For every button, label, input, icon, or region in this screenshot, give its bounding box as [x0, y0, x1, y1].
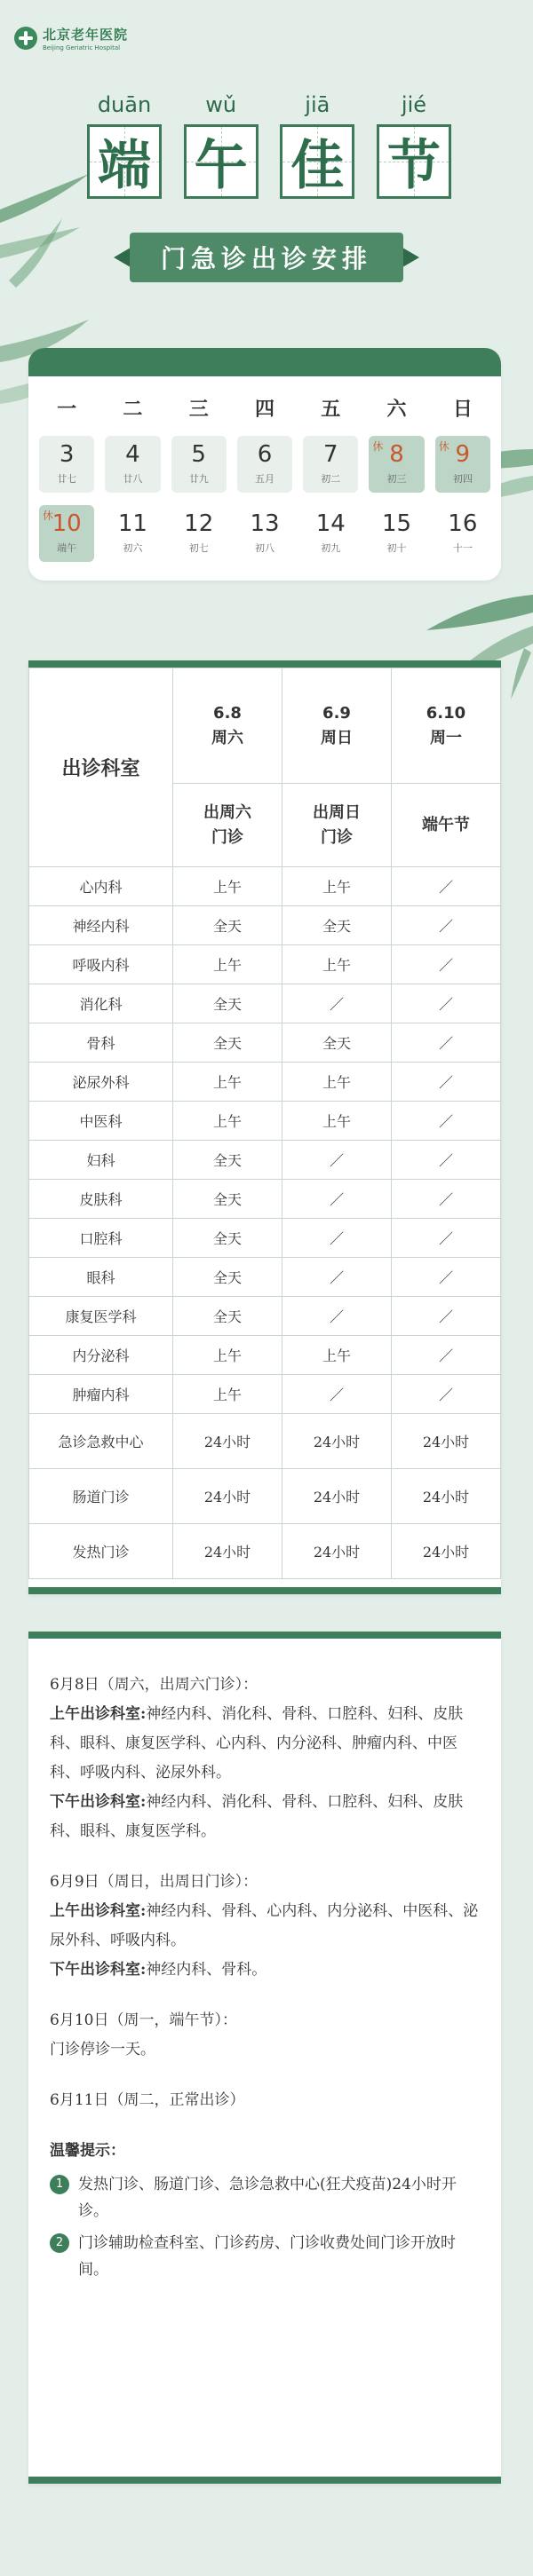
dept-name-cell: 口腔科: [29, 1219, 173, 1258]
schedule-cell: 上午: [173, 1375, 282, 1414]
calendar-day: 13 初八: [250, 510, 280, 554]
calendar-week-2: [28, 505, 501, 562]
jun9-am: 上午出诊科室:神经内科、骨科、心内科、内分泌科、中医科、泌尿外科、呼吸内科。: [50, 1902, 479, 1949]
jun8-am: 上午出诊科室:神经内科、消化科、骨科、口腔科、妇科、皮肤科、眼科、康复医学科、心内科、内分泌科、肿瘤内科、中医科、呼吸内科、泌尿外科。: [50, 1705, 464, 1782]
calendar-day: 12 初七: [184, 510, 214, 554]
title-char-4: 节: [377, 124, 451, 199]
tip-item-2: 2 门诊辅助检查科室、门诊药房、门诊收费处间门诊开放时间。: [50, 2230, 480, 2283]
dept-name-cell: 皮肤科: [29, 1180, 173, 1219]
clinic-type-1: 出周六 门诊: [173, 784, 282, 867]
schedule-cell: ／: [392, 906, 501, 945]
schedule-cell: 全天: [282, 906, 392, 945]
pinyin-1: duān: [97, 92, 152, 117]
dept-name-cell: 中医科: [29, 1102, 173, 1141]
notes-panel: [28, 1632, 501, 2484]
rest-badge: 休: [438, 440, 449, 453]
calendar-day: 16 十一: [448, 510, 478, 554]
schedule-cell: 上午: [173, 867, 282, 906]
schedule-cell: ／: [282, 1297, 392, 1336]
pinyin-2: wǔ: [205, 92, 237, 117]
dept-header: 出诊科室: [29, 668, 173, 867]
calendar-weekdays: [28, 394, 501, 422]
number-2-icon: 2: [50, 2233, 69, 2253]
schedule-cell: ／: [282, 1141, 392, 1180]
clinic-type-2: 出周日 门诊: [282, 784, 392, 867]
schedule-cell: ／: [392, 1141, 501, 1180]
schedule-cell: ／: [392, 1336, 501, 1375]
schedule-cell: 全天: [173, 1219, 282, 1258]
schedule-cell: ／: [282, 1375, 392, 1414]
jun8-pm: 下午出诊科室:神经内科、消化科、骨科、口腔科、妇科、皮肤科、眼科、康复医学科。: [50, 1793, 464, 1840]
schedule-cell: 上午: [282, 1063, 392, 1102]
dept-name-cell: 发热门诊: [29, 1524, 173, 1579]
pinyin-3: jiā: [305, 92, 330, 117]
schedule-cell: 全天: [173, 1023, 282, 1063]
weekday-label: 日: [452, 399, 473, 421]
hospital-logo: [14, 25, 128, 51]
schedule-cell: 全天: [173, 1180, 282, 1219]
pinyin-4: jié: [401, 92, 427, 117]
schedule-cell: 24小时: [173, 1414, 282, 1469]
calendar-day: 11 初六: [117, 510, 147, 554]
calendar-day: 4 廿八: [105, 436, 160, 493]
schedule-cell: 24小时: [392, 1414, 501, 1469]
table-row: [29, 906, 501, 945]
jun11-heading: 6月11日（周二，正常出诊）: [50, 2091, 245, 2109]
jun8-heading: 6月8日（周六，出周六门诊）：: [50, 1676, 259, 1694]
schedule-cell: 上午: [173, 1063, 282, 1102]
table-row: [29, 945, 501, 984]
table-row: [29, 1375, 501, 1414]
schedule-cell: 全天: [173, 906, 282, 945]
date-header-2: 6.9 周日: [282, 668, 392, 784]
title-char-3: 佳: [280, 124, 354, 199]
dept-name-cell: 肿瘤内科: [29, 1375, 173, 1414]
tip-item-1: 1 发热门诊、肠道门诊、急诊急救中心(狂犬疫苗)24小时开诊。: [50, 2171, 480, 2224]
calendar-day: 5 廿九: [171, 436, 227, 493]
schedule-cell: 全天: [173, 1141, 282, 1180]
schedule-cell: ／: [282, 1258, 392, 1297]
dept-name-cell: 康复医学科: [29, 1297, 173, 1336]
schedule-cell: 全天: [173, 1258, 282, 1297]
subtitle-banner: [130, 233, 403, 282]
schedule-cell: ／: [392, 945, 501, 984]
table-row: [29, 1063, 501, 1102]
holiday-calendar: [28, 348, 501, 581]
calendar-day: 15 初十: [382, 510, 412, 554]
dept-name-cell: 心内科: [29, 867, 173, 906]
schedule-table-panel: [28, 660, 501, 1594]
schedule-table: [28, 668, 501, 1579]
table-row: [29, 1469, 501, 1524]
calendar-day-holiday: 休 10 端午: [39, 505, 94, 562]
schedule-cell: 上午: [282, 1336, 392, 1375]
table-row: [29, 1102, 501, 1141]
calendar-header-bar: [28, 348, 501, 376]
rest-badge: 休: [43, 510, 54, 522]
schedule-cell: ／: [282, 1180, 392, 1219]
calendar-day-holiday: 休 8 初三: [369, 436, 424, 493]
table-row: [29, 1297, 501, 1336]
table-row: [29, 1219, 501, 1258]
weekday-label: 五: [321, 399, 341, 421]
schedule-cell: ／: [392, 984, 501, 1023]
subtitle-text: 门急诊出诊安排: [130, 233, 403, 282]
dept-name-cell: 泌尿外科: [29, 1063, 173, 1102]
schedule-cell: ／: [392, 1375, 501, 1414]
calendar-day: 14 初九: [315, 510, 346, 554]
date-header-3: 6.10 周一: [392, 668, 501, 784]
title-char-2: 午: [184, 124, 259, 199]
calendar-day: 6 五月: [237, 436, 292, 493]
title-char-1: 端: [87, 124, 162, 199]
dept-name-cell: 肠道门诊: [29, 1469, 173, 1524]
schedule-cell: ／: [392, 1023, 501, 1063]
schedule-cell: ／: [392, 867, 501, 906]
number-1-icon: 1: [50, 2175, 69, 2194]
schedule-cell: 上午: [282, 1102, 392, 1141]
dept-name-cell: 神经内科: [29, 906, 173, 945]
calendar-week-1: [28, 436, 501, 493]
schedule-cell: 24小时: [282, 1414, 392, 1469]
schedule-cell: ／: [392, 1297, 501, 1336]
tips-title: 温馨提示：: [50, 2142, 125, 2160]
weekday-label: 三: [188, 399, 209, 421]
schedule-cell: ／: [282, 984, 392, 1023]
schedule-cell: ／: [392, 1258, 501, 1297]
hospital-cross-icon: [14, 27, 37, 50]
table-row: [29, 1524, 501, 1579]
weekday-label: 六: [386, 399, 407, 421]
weekday-label: 一: [57, 399, 77, 421]
dept-name-cell: 急诊急救中心: [29, 1414, 173, 1469]
schedule-cell: 上午: [173, 1336, 282, 1375]
page-title: [87, 124, 451, 199]
table-row: [29, 1023, 501, 1063]
hospital-name-english: Beijing Geriatric Hospital: [43, 44, 121, 51]
table-row: [29, 1258, 501, 1297]
schedule-cell: ／: [282, 1219, 392, 1258]
dept-name-cell: 眼科: [29, 1258, 173, 1297]
jun10-heading: 6月10日（周一，端午节）：: [50, 2011, 237, 2029]
table-row: [29, 984, 501, 1023]
calendar-day: 3 廿七: [39, 436, 94, 493]
table-row: [29, 867, 501, 906]
weekday-label: 二: [123, 399, 143, 421]
hospital-name: 北京老年医院: [43, 27, 129, 43]
dept-name-cell: 内分泌科: [29, 1336, 173, 1375]
weekday-label: 四: [254, 399, 274, 421]
title-pinyin-row: [87, 92, 451, 117]
table-row: [29, 1141, 501, 1180]
dept-name-cell: 骨科: [29, 1023, 173, 1063]
schedule-cell: 全天: [173, 1297, 282, 1336]
date-header-1: 6.8 周六: [173, 668, 282, 784]
table-row: [29, 1336, 501, 1375]
clinic-type-3: 端午节: [392, 784, 501, 867]
schedule-cell: ／: [392, 1102, 501, 1141]
schedule-cell: 上午: [173, 1102, 282, 1141]
jun9-heading: 6月9日（周日，出周日门诊）：: [50, 1873, 259, 1891]
table-row: [29, 1180, 501, 1219]
schedule-cell: 24小时: [282, 1469, 392, 1524]
dept-name-cell: 呼吸内科: [29, 945, 173, 984]
schedule-cell: 上午: [282, 867, 392, 906]
dept-name-cell: 妇科: [29, 1141, 173, 1180]
calendar-day-holiday: 休 9 初四: [435, 436, 490, 493]
schedule-cell: 全天: [282, 1023, 392, 1063]
schedule-cell: ／: [392, 1180, 501, 1219]
schedule-cell: ／: [392, 1063, 501, 1102]
schedule-cell: 24小时: [392, 1524, 501, 1579]
schedule-cell: 24小时: [282, 1524, 392, 1579]
schedule-table-body: [29, 867, 501, 1579]
schedule-cell: 上午: [282, 945, 392, 984]
schedule-cell: 24小时: [173, 1524, 282, 1579]
calendar-day: 7 初二: [303, 436, 358, 493]
schedule-cell: 上午: [173, 945, 282, 984]
schedule-cell: 24小时: [173, 1469, 282, 1524]
schedule-cell: 全天: [173, 984, 282, 1023]
jun10-body: 门诊停诊一天。: [50, 2041, 155, 2058]
schedule-cell: 24小时: [392, 1469, 501, 1524]
schedule-cell: ／: [392, 1219, 501, 1258]
dept-name-cell: 消化科: [29, 984, 173, 1023]
table-row: [29, 1414, 501, 1469]
rest-badge: 休: [372, 440, 384, 453]
jun9-pm: 下午出诊科室:神经内科、骨科。: [50, 1961, 267, 1979]
